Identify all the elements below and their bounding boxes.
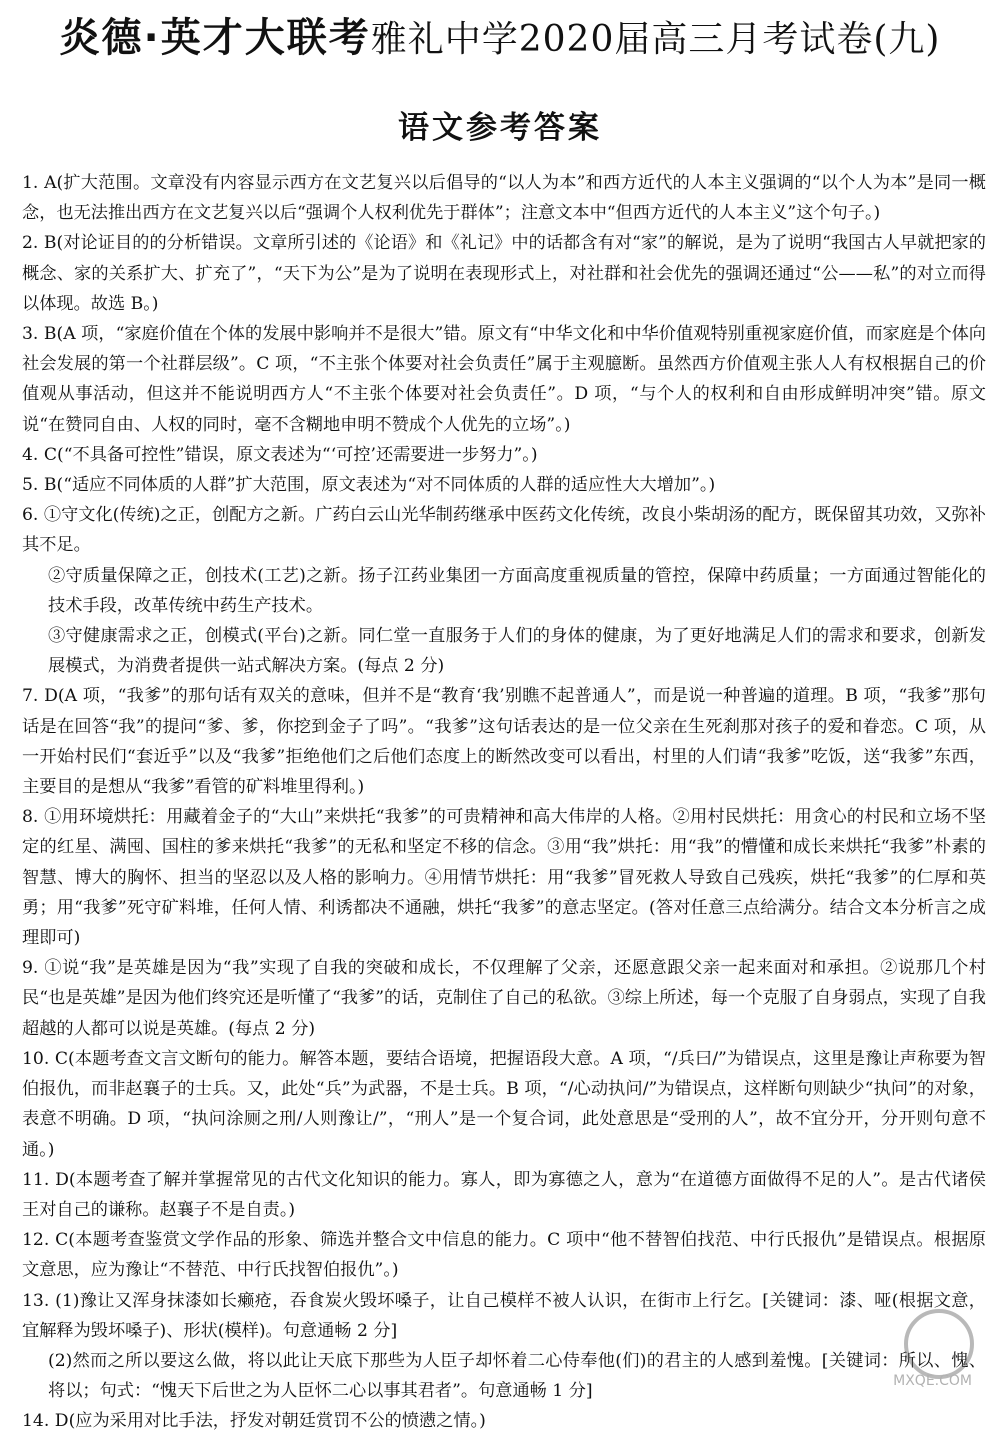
answer-item: 1. A(扩大范围。文章没有内容显示西方在文艺复兴以后倡导的“以人为本”和西方近代的人本主义强调的“以个人为本”是同一概念，也无法推出西方在文艺复兴以后“强调个人权利优先于群体”；注意文本中“但西方近代的人本主义”这个句子。) [22,173,986,224]
answer-item: 13. (1)豫让又浑身抹漆如长癞疮，吞食炭火毁坏嗓子，让自己模样不被人认识，在街市上行乞。[关键词：漆、哑(根据文意，宜解释为毁坏嗓子)、形状(模样)。句意通畅 2 分] [22,1290,986,1341]
page-subtitle: 语文参考答案 [398,110,602,146]
answer-subpoint: (2)然而之所以要这么做，将以此让天底下那些为人臣子却怀着二心侍奉他(们)的君主的人感到羞愧。[关键词：所以、愧、将以；句式：“愧天下后世之为人臣怀二心以事其君者”。句意通畅 1 分] [48,1350,986,1402]
brand-title: 炎德·英才大联考 [59,15,371,61]
answer-item: 8. ①用环境烘托：用藏着金子的“大山”来烘托“我爹”的可贵精神和高大伟岸的人格。②用村民烘托：用贪心的村民和立场不坚定的红星、满囤、国柱的爹来烘托“我爹”的无私和坚定不移的信念。③用“我”烘托：用“我”的懵懂和成长来烘托“我爹”朴素的智慧、博大的胸怀、担当的坚忍以及人格的影响力。④用情节烘托：用“我爹”冒死救人导致自己残疾，烘托“我爹”的仁厚和英勇；用“我爹”死守矿料堆，任何人情、利诱都决不通融，烘托“我爹”的意志坚定。(答对任意三点给满分。结合文本分析言之成理即可) [22,807,986,949]
watermark-text: MXQE.COM [893,1373,972,1389]
answer-item: 11. D(本题考查了解并掌握常见的古代文化知识的能力。寡人，即为寡德之人，意为“在道德方面做得不足的人”。是古代诸侯王对自己的谦称。赵襄子不是自责。) [22,1169,986,1220]
exam-title: 雅礼中学2020届高三月考试卷(九) [370,19,941,60]
answer-item: 10. C(本题考查文言文断句的能力。解答本题，要结合语境，把握语段大意。A 项，“/兵曰/”为错误点，这里是豫让声称要为智伯报仇，而非赵襄子的士兵。又，此处“兵”为武器，不是士兵。B 项，“/心动执问/”为错误点，这样断句则缺少“执问”的对象，表意不明确。D 项，“执问涂厕之刑/人则豫让/”，“刑人”是一个复合词，此处意思是“受刑的人”，故不宜分开，分开则句意不通。) [22,1048,986,1160]
answer-item: 4. C(“不具备可控性”错误，原文表述为“‘可控’还需要进一步努力”。) [22,444,538,465]
answer-item: 12. C(本题考查鉴赏文学作品的形象、筛选并整合文中信息的能力。C 项中“他不替智伯找范、中行氏报仇”是错误点。根据原文意思，应为豫让“不替范、中行氏找智伯报仇”。) [22,1230,986,1281]
answer-subpoint: ②守质量保障之正，创技术(工艺)之新。扬子江药业集团一方面高度重视质量的管控，保障中药质量；一方面通过智能化的技术手段，改革传统中药生产技术。 [48,565,986,616]
answer-item: 9. ①说“我”是英雄是因为“我”实现了自我的突破和成长，不仅理解了父亲，还愿意跟父亲一起来面对和承担。②说那几个村民“也是英雄”是因为他们终究还是听懂了“我爹”的话，克制住了自己的私欲。③综上所述，每一个克服了自身弱点，实现了自我超越的人都可以说是英雄。(每点 2 分) [22,958,986,1039]
answer-subpoint: ③守健康需求之正，创模式(平台)之新。同仁堂一直服务于人们的身体的健康，为了更好地满足人们的需求和要求，创新发展模式，为消费者提供一站式解决方案。(每点 2 分) [48,626,986,677]
watermark-logo [842,1301,992,1393]
watermark-circle-icon [904,1309,974,1379]
answer-item: 7. D(A 项，“我爹”的那句话有双关的意味，但并不是“教育‘我’别瞧不起普通人”，而是说一种普遍的道理。B 项，“我爹”那句话是在回答“我”的提问“爹、爹，你挖到金子了吗”。“我爹”这句话表达的是一位父亲在生死刹那对孩子的爱和眷恋。C 项，从一开始村民们“套近乎”以及“我爹”拒绝他们之后他们态度上的断然改变可以看出，村里的人们请“我爹”吃饭，送“我爹”东西，主要目的是想从“我爹”看管的矿料堆里得利。) [22,686,986,798]
answer-item: 5. B(“适应不同体质的人群”扩大范围，原文表述为“对不同体质的人群的适应性大大增加”。) [22,475,716,496]
answer-list [22,168,986,1437]
answer-item: 2. B(对论证目的的分析错误。文章所引述的《论语》和《礼记》中的话都含有对“家”的解说，是为了说明“我国古人早就把家的概念、家的关系扩大、扩充了”，“天下为公”是为了说明在表现形式上，对社群和社会优先的强调还通过“公——私”的对立而得以体现。故选 B。) [22,233,986,314]
answer-item: 6. ①守文化(传统)之正，创配方之新。广药白云山光华制药继承中医药文化传统，改良小柴胡汤的配方，既保留其功效，又弥补其不足。 [22,505,986,556]
answer-item: 3. B(A 项，“家庭价值在个体的发展中影响并不是很大”错。原文有“中华文化和中华价值观特别重视家庭价值，而家庭是个体向社会发展的第一个社群层级”。C 项，“不主张个体要对社会负责任”属于主观臆断。虽然西方价值观主张人人有权根据自己的价值观从事活动，但这并不能说明西方人“不主张个体要对社会负责任”。D 项，“与个人的权利和自由形成鲜明冲突”错。原文说“在赞同自由、人权的同时，毫不含糊地申明不赞成个人优先的立场”。) [22,324,986,435]
answer-item: 14. D(应为采用对比手法，抒发对朝廷赏罚不公的愤懑之情。) [22,1411,486,1432]
page-header [0,6,1000,63]
